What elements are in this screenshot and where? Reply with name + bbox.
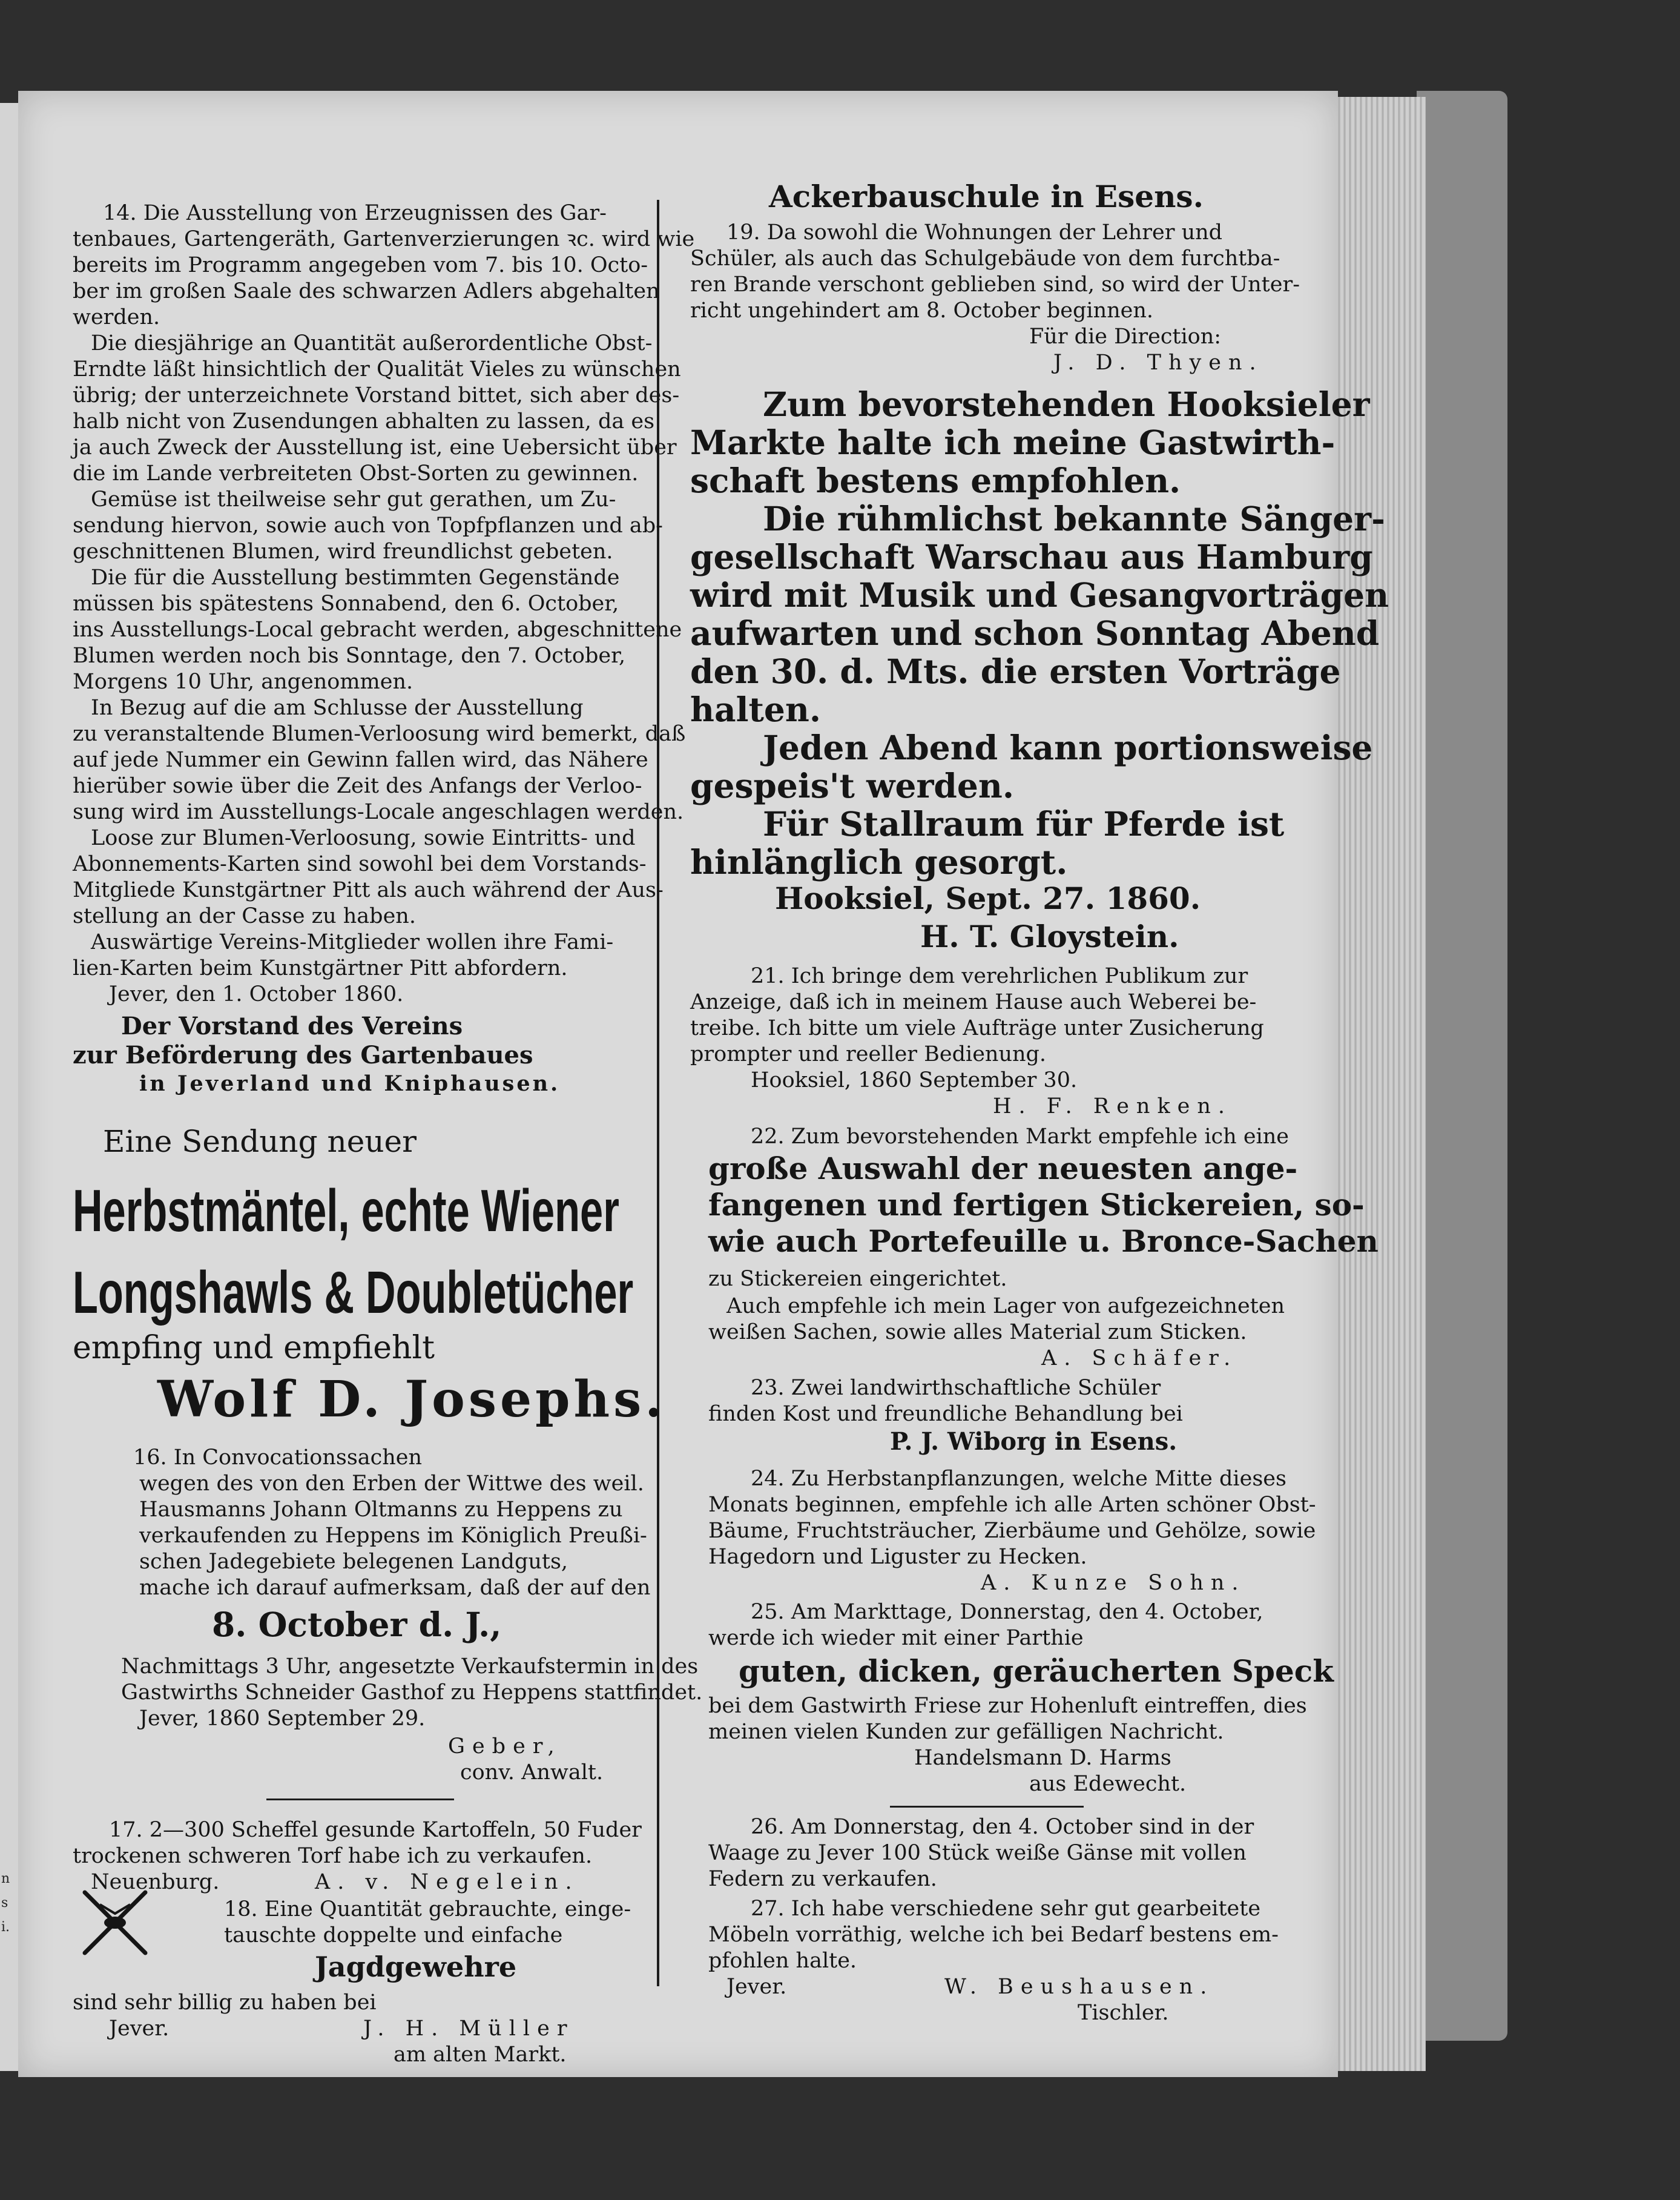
section-heading: Ackerbauschule in Esens.	[769, 179, 1204, 214]
text-line: Hausmanns Johann Oltmanns zu Heppens zu	[139, 1498, 623, 1522]
ad-line: wie auch Portefeuille u. Bronce-Sachen	[708, 1223, 1379, 1259]
text-line: Waage zu Jever 100 Stück weiße Gänse mit vollen	[708, 1841, 1247, 1865]
signature-line: H. F. Renken.	[993, 1094, 1233, 1118]
section-rule	[890, 1806, 1084, 1808]
text-line: finden Kost und freundliche Behandlung bei	[708, 1402, 1183, 1426]
text-line: hierüber sowie über die Zeit des Anfangs der Verloo-	[73, 774, 642, 798]
text-line: pfohlen halte.	[708, 1949, 857, 1973]
text-line: Monats beginnen, empfehle ich alle Arten schöner Obst-	[708, 1493, 1316, 1517]
ad-line: den 30. d. Mts. die ersten Vorträge	[690, 652, 1341, 691]
signature-line: Der Vorstand des Vereins	[121, 1012, 463, 1040]
text-line: Hagedorn und Liguster zu Hecken.	[708, 1545, 1087, 1569]
signature-line: P. J. Wiborg in Esens.	[890, 1427, 1178, 1456]
ad-line: Hooksiel, Sept. 27. 1860.	[775, 880, 1201, 916]
text-line: Gastwirths Schneider Gasthof zu Heppens stattfindet.	[121, 1680, 703, 1705]
text-line: 26. Am Donnerstag, den 4. October sind in der	[751, 1815, 1254, 1839]
text-line: ja auch Zweck der Ausstellung ist, eine Uebersicht über	[73, 435, 677, 460]
text-line: 22. Zum bevorstehenden Markt empfehle ich eine	[751, 1125, 1289, 1149]
text-line: zu Stickereien eingerichtet.	[708, 1267, 1007, 1291]
text-line: treibe. Ich bitte um viele Aufträge unter Zusicherung	[690, 1016, 1264, 1040]
text-line: prompter und reeller Bedienung.	[690, 1042, 1047, 1066]
signature-line: A. v. Negelein.	[315, 1870, 579, 1894]
text-line: sind sehr billig zu haben bei	[73, 1990, 377, 2015]
date-headline: 8. October d. J.,	[212, 1605, 502, 1644]
book-cover-edge	[1417, 91, 1507, 2041]
ad-line: empfing und empfiehlt	[73, 1330, 435, 1366]
text-line: halb nicht von Zusendungen abhalten zu lassen, da es	[73, 409, 655, 434]
ad-headline: Herbstmäntel, echte Wiener	[73, 1177, 619, 1244]
crossed-rifles-icon	[76, 1886, 154, 1959]
text-line: mache ich darauf aufmerksam, daß der auf den	[139, 1576, 651, 1600]
text-line: tauschte doppelte und einfache	[224, 1923, 563, 1947]
text-line: 18. Eine Quantität gebrauchte, einge-	[224, 1897, 631, 1921]
text-line: Federn zu verkaufen.	[708, 1867, 937, 1891]
ad-line: wird mit Musik und Gesangvorträgen	[690, 575, 1389, 615]
signature-line: A. Schäfer.	[1041, 1346, 1238, 1370]
signature-line: am alten Markt.	[394, 2043, 567, 2067]
signature-line: conv. Anwalt.	[460, 1760, 604, 1785]
text-line: 25. Am Markttage, Donnerstag, den 4. October,	[751, 1600, 1263, 1624]
left-edge-mark: i.	[1, 1920, 10, 1935]
text-line: 16. In Convocationssachen	[133, 1445, 423, 1470]
text-line: weißen Sachen, sowie alles Material zum Sticken.	[708, 1320, 1247, 1344]
text-line: Die für die Ausstellung bestimmten Gegenstände	[91, 566, 620, 590]
text-line: verkaufenden zu Heppens im Königlich Preußi-	[139, 1524, 647, 1548]
text-line: auf jede Nummer ein Gewinn fallen wird, das Nähere	[73, 748, 648, 772]
signature-line: W. Beushausen.	[944, 1975, 1214, 1999]
ad-line: Markte halte ich meine Gastwirth-	[690, 423, 1336, 462]
text-line: Hooksiel, 1860 September 30.	[751, 1068, 1078, 1092]
ad-line: Für Stallraum für Pferde ist	[763, 804, 1285, 844]
ad-line: aufwarten und schon Sonntag Abend	[690, 613, 1380, 653]
text-line: Jever, den 1. October 1860.	[109, 982, 404, 1006]
text-line: Anzeige, daß ich in meinem Hause auch Weberei be-	[690, 990, 1257, 1014]
text-line: 24. Zu Herbstanpflanzungen, welche Mitte dieses	[751, 1467, 1286, 1491]
text-line: Nachmittags 3 Uhr, angesetzte Verkaufstermin in des	[121, 1654, 699, 1679]
ad-line: gesellschaft Warschau aus Hamburg	[690, 537, 1373, 576]
text-line: Loose zur Blumen-Verloosung, sowie Eintritts- und	[91, 826, 636, 850]
ad-line: schaft bestens empfohlen.	[690, 461, 1181, 500]
signature-line: J. D. Thyen.	[1053, 351, 1263, 375]
section-rule	[266, 1799, 454, 1800]
text-line: 21. Ich bringe dem verehrlichen Publikum zur	[751, 964, 1248, 988]
signature-line: aus Edewecht.	[1029, 1772, 1187, 1796]
text-line: bereits im Programm angegeben vom 7. bis 10. Octo-	[73, 253, 648, 277]
signature-line: in Jeverland und Kniphausen.	[139, 1071, 561, 1096]
text-line: In Bezug auf die am Schlusse der Ausstellung	[91, 696, 584, 720]
text-line: ren Brande verschont geblieben sind, so wird der Unter-	[690, 273, 1300, 297]
text-line: Erndte läßt hinsichtlich der Qualität Vieles zu wünschen	[73, 357, 681, 382]
text-line: Bäume, Fruchtsträucher, Zierbäume und Gehölze, sowie	[708, 1519, 1316, 1543]
text-line: Auch empfehle ich mein Lager von aufgezeichneten	[726, 1294, 1285, 1318]
ad-line: fangenen und fertigen Stickereien, so-	[708, 1187, 1365, 1223]
newspaper-page	[18, 91, 1389, 2077]
text-line: richt ungehindert am 8. October beginnen.	[690, 299, 1154, 323]
text-line: Mitgliede Kunstgärtner Pitt als auch während der Aus-	[73, 878, 664, 902]
ad-line: Eine Sendung neuer	[103, 1124, 417, 1159]
text-line: Neuenburg.	[91, 1870, 220, 1894]
text-line: trockenen schweren Torf habe ich zu verkaufen.	[73, 1844, 593, 1868]
text-line: Möbeln vorräthig, welche ich bei Bedarf bestens em-	[708, 1923, 1279, 1947]
text-line: Abonnements-Karten sind sowohl bei dem Vorstands-	[73, 852, 647, 876]
text-line: müssen bis spätestens Sonnabend, den 6. October,	[73, 592, 619, 616]
signature-line: Handelsmann D. Harms	[914, 1746, 1171, 1770]
signature-line: A. Kunze Sohn.	[981, 1571, 1246, 1595]
text-line: Auswärtige Vereins-Mitglieder wollen ihre Fami-	[91, 930, 614, 954]
text-line: meinen vielen Kunden zur gefälligen Nachricht.	[708, 1720, 1224, 1744]
text-line: Morgens 10 Uhr, angenommen.	[73, 670, 413, 694]
text-line: Jever, 1860 September 29.	[139, 1706, 426, 1731]
text-line: lien-Karten beim Kunstgärtner Pitt abfordern.	[73, 956, 568, 980]
text-line: Die diesjährige an Quantität außerordentliche Obst-	[91, 331, 653, 355]
text-line: sendung hiervon, sowie auch von Topfpflanzen und ab-	[73, 514, 664, 538]
text-line: 17. 2—300 Scheffel gesunde Kartoffeln, 50 Fuder	[109, 1818, 642, 1842]
text-line: werde ich wieder mit einer Parthie	[708, 1626, 1084, 1650]
ad-line: große Auswahl der neuesten ange-	[708, 1151, 1298, 1186]
text-line: die im Lande verbreiteten Obst-Sorten zu gewinnen.	[73, 461, 639, 486]
merchant-name: Wolf D. Josephs.	[157, 1370, 666, 1429]
text-line: 19. Da sowohl die Wohnungen der Lehrer und	[726, 220, 1223, 245]
text-line: 23. Zwei landwirthschaftliche Schüler	[751, 1376, 1161, 1400]
left-page-edge	[0, 103, 18, 2071]
text-line: geschnittenen Blumen, wird freundlichst gebeten.	[73, 540, 613, 564]
text-line: bei dem Gastwirth Friese zur Hohenluft eintreffen, dies	[708, 1694, 1307, 1718]
text-line: Gemüse ist theilweise sehr gut gerathen, um Zu-	[91, 487, 616, 512]
text-line: Blumen werden noch bis Sonntage, den 7. October,	[73, 644, 626, 668]
text-line: zu veranstaltende Blumen-Verloosung wird bemerkt, daß	[73, 722, 686, 746]
text-line: wegen des von den Erben der Wittwe des weil.	[139, 1472, 644, 1496]
text-line: sung wird im Ausstellungs-Locale angeschlagen werden.	[73, 800, 684, 824]
signature-line: Geber,	[448, 1734, 562, 1759]
left-edge-mark: s	[1, 1895, 8, 1911]
ad-line: Die rühmlichst bekannte Sänger-	[763, 499, 1385, 538]
text-line: 27. Ich habe verschiedene sehr gut gearbeitete	[751, 1897, 1261, 1921]
text-line: ber im großen Saale des schwarzen Adlers abgehalten	[73, 279, 660, 303]
ad-line: hinlänglich gesorgt.	[690, 842, 1068, 882]
product-headline: Jagdgewehre	[315, 1951, 517, 1983]
product-headline: guten, dicken, geräucherten Speck	[739, 1653, 1334, 1689]
text-line: ins Ausstellungs-Local gebracht werden, abgeschnittene	[73, 618, 682, 642]
ad-headline: Longshawls & Doubletücher	[73, 1259, 634, 1326]
text-line: Schüler, als auch das Schulgebäude von dem furchtba-	[690, 246, 1280, 271]
left-edge-mark: n	[1, 1871, 10, 1886]
ad-line: gespeis't werden.	[690, 766, 1015, 805]
ad-line: Jeden Abend kann portionsweise	[763, 728, 1373, 767]
text-line: Jever.	[726, 1975, 787, 1999]
signature-line: H. T. Gloystein.	[920, 919, 1179, 954]
text-line: übrig; der unterzeichnete Vorstand bittet, sich aber des-	[73, 383, 680, 408]
text-line: Für die Direction:	[1029, 325, 1222, 349]
signature-line: zur Beförderung des Gartenbaues	[73, 1041, 533, 1069]
text-line: 14. Die Ausstellung von Erzeugnissen des Gar-	[103, 201, 607, 225]
signature-line: Tischler.	[1078, 2001, 1169, 2025]
text-line: Jever.	[109, 2017, 170, 2041]
ad-line: Zum bevorstehenden Hooksieler	[763, 385, 1370, 424]
text-line: tenbaues, Gartengeräth, Gartenverzierungen ꝛc. wird wie	[73, 227, 695, 251]
column-divider	[657, 200, 659, 1986]
signature-line: J. H. Müller	[363, 2017, 575, 2041]
text-line: werden.	[73, 305, 160, 329]
text-line: schen Jadegebiete belegenen Landguts,	[139, 1550, 568, 1574]
text-line: stellung an der Casse zu haben.	[73, 904, 416, 928]
ad-line: halten.	[690, 690, 822, 729]
